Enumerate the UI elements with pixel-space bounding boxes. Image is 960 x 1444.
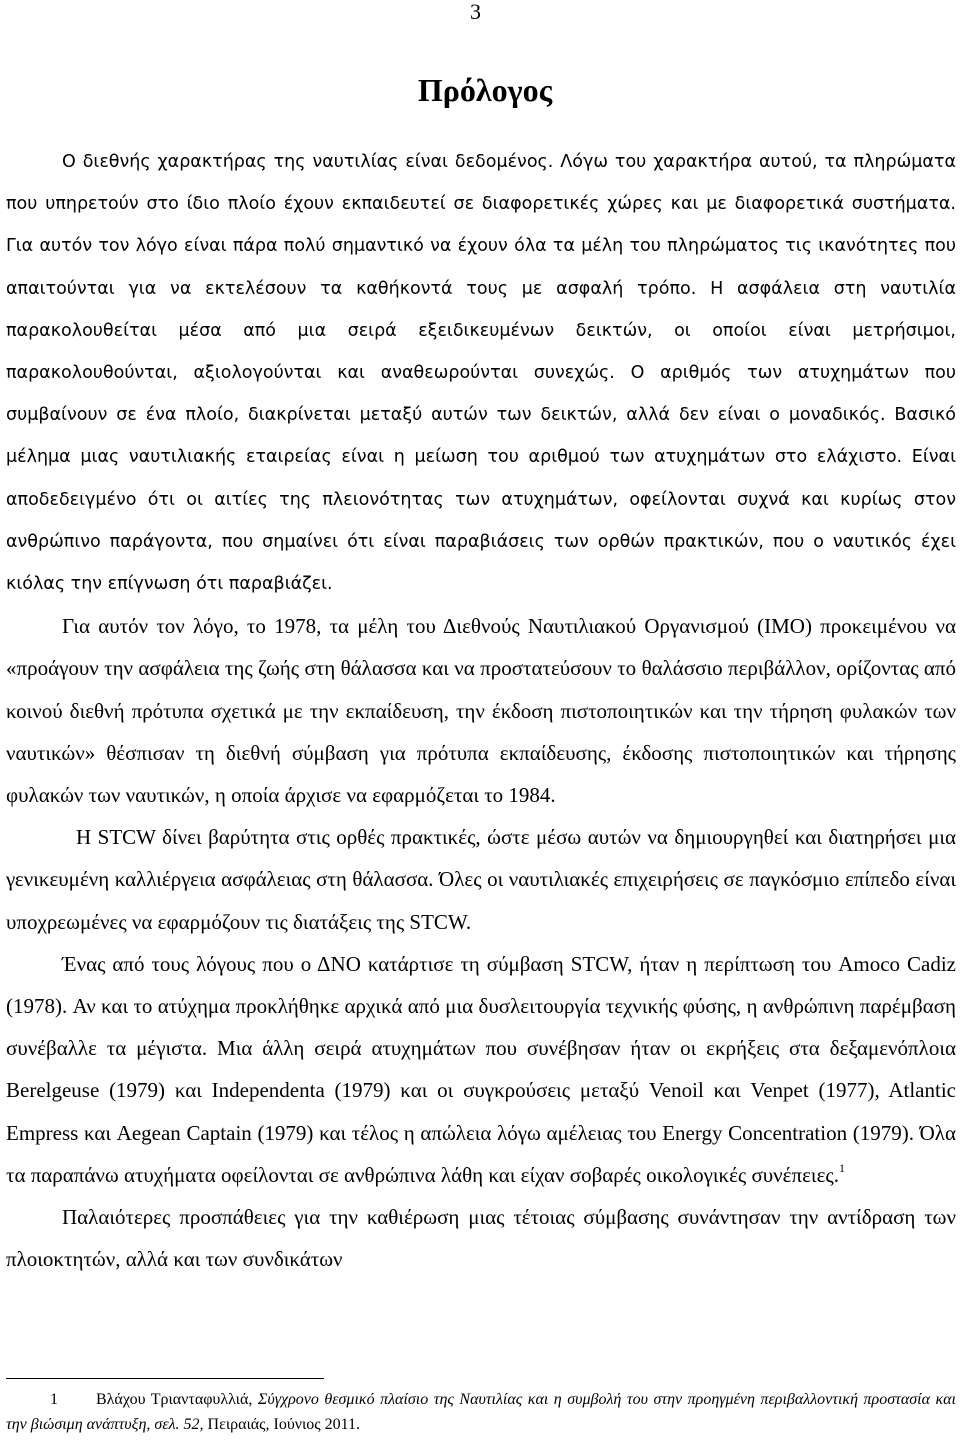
paragraph-accidents-text: Ένας από τους λόγους που ο ΔΝΟ κατάρτισε τη σύμβαση STCW, ήταν η περίπτωση του Amoco Cadiz (1978). Αν και το ατύχημα προκλήθηκε αρχικά από μια δυσλειτουργία τεχνικής φύσης, η ανθρώπινη παρέμβαση συνέβαλλε τα μέγιστα. Μια άλλη σειρά ατυχημάτων που συνέβησαν ήταν οι εκρήξεις στα δεξαμενόπλοια Berelgeuse (1979) και Independenta (1979) και οι συγκρούσεις μεταξύ Venoil και Venpet (1977), Atlantic Empress και Aegean Captain (1979) και τέλος η απώλεια λόγω αμέλειας του Energy Concentration (1979). Όλα τα παραπάνω ατυχήματα οφείλονται σε ανθρώπινα λάθη και είχαν σοβαρές οικολογικές συνέπειες. [6,951,956,1187]
footnote-reference[interactable]: 1 [838,1160,845,1175]
paragraph-accidents [6,943,956,1196]
footnote-separator [6,1378,324,1379]
paragraph-earlier-attempts [6,1196,956,1280]
page-number: 3 [470,0,481,24]
footnote [6,1387,956,1437]
paragraph-intro [6,141,956,605]
footnote-place-date: Πειραιάς, Ιούνιος 2011. [207,1416,361,1433]
footnote-author: Βλάχου Τριανταφυλλιά, [96,1391,253,1408]
paragraph-stcw [6,816,956,943]
footnote-title: Σύγχρονο θεσμικό πλαίσιο της Ναυτιλίας και η συμβολή του στην προηγμένη περιβαλλοντική προστασία και την βιώσιμη ανάπτυξη, σελ. 52, [6,1391,957,1433]
body-text [6,141,956,1280]
paragraph-intro-text: Ο διεθνής χαρακτήρας της ναυτιλίας είναι δεδομένος. Λόγω του χαρακτήρα αυτού, τα πληρώματα που υπηρετούν στο ίδιο πλοίο έχουν εκπαιδευτεί σε διαφορετικές χώρες και με διαφορετικά συστήματα. Για αυτόν τον λόγο είναι πάρα πολύ σημαντικό να έχουν όλα τα μέλη του πληρώματος τις ικανότητες που απαιτούνται για να εκτελέσουν τα καθήκοντά τους με ασφαλή τρόπο. Η ασφάλεια στη ναυτιλία παρακολουθείται μέσα από μια σειρά εξειδικευμένων δεικτών, οι οποίοι είναι μετρήσιμοι, παρακολουθούνται, αξιολογούνται και αναθεωρούνται συνεχώς. Ο αριθμός των ατυχημάτων που συμβαίνουν σε ένα πλοίο, διακρίνεται μεταξύ αυτών των δεικτών, αλλά δεν είναι ο μοναδικός. Βασικό μέλημα μιας ναυτιλιακής εταιρείας είναι η μείωση του αριθμού των ατυχημάτων στο ελάχιστο. Είναι αποδεδειγμένο ότι οι αιτίες της πλειονότητας των ατυχημάτων, οφείλονται συχνά και κυρίως στον ανθρώπινο παράγοντα, που σημαίνει ότι είναι παραβιάσεις των ορθών πρακτικών, που ο ναυτικός έχει κιόλας την επίγνωση ότι παραβιάζει. [6,152,956,595]
paragraph-earlier-attempts-text: Παλαιότερες προσπάθειες για την καθιέρωση μιας τέτοιας σύμβασης συνάντησαν την αντίδραση των πλοιοκτητών, αλλά και των συνδικάτων [6,1205,956,1272]
page-title: Πρόλογος [417,72,553,108]
paragraph-imo-text: Για αυτόν τον λόγο, το 1978, τα μέλη του Διεθνούς Ναυτιλιακού Οργανισμού (IMO) προκειμένου να «προάγουν την ασφάλεια της ζωής στη θάλασσα και να προστατεύσουν το θαλάσσιο περιβάλλον, ορίζοντας από κοινού διεθνή πρότυπα σχετικά με την εκπαίδευση, την έκδοση πιστοποιητικών και την τήρηση φυλακών των ναυτικών» θέσπισαν τη διεθνή σύμβαση για πρότυπα εκπαίδευσης, έκδοσης πιστοποιητικών και τήρησης φυλακών των ναυτικών, η οποία άρχισε να εφαρμόζεται το 1984. [6,614,956,808]
footnote-mark: 1 [50,1391,58,1408]
paragraph-imo [6,605,956,816]
paragraph-stcw-text: Η STCW δίνει βαρύτητα στις ορθές πρακτικές, ώστε μέσω αυτών να δημιουργηθεί και διατηρήσει μια γενικευμένη καλλιέργεια ασφάλειας στη θάλασσα. Όλες οι ναυτιλιακές επιχειρήσεις σε παγκόσμιο επίπεδο είναι υποχρεωμένες να εφαρμόζουν τις διατάξεις της STCW. [6,825,956,934]
